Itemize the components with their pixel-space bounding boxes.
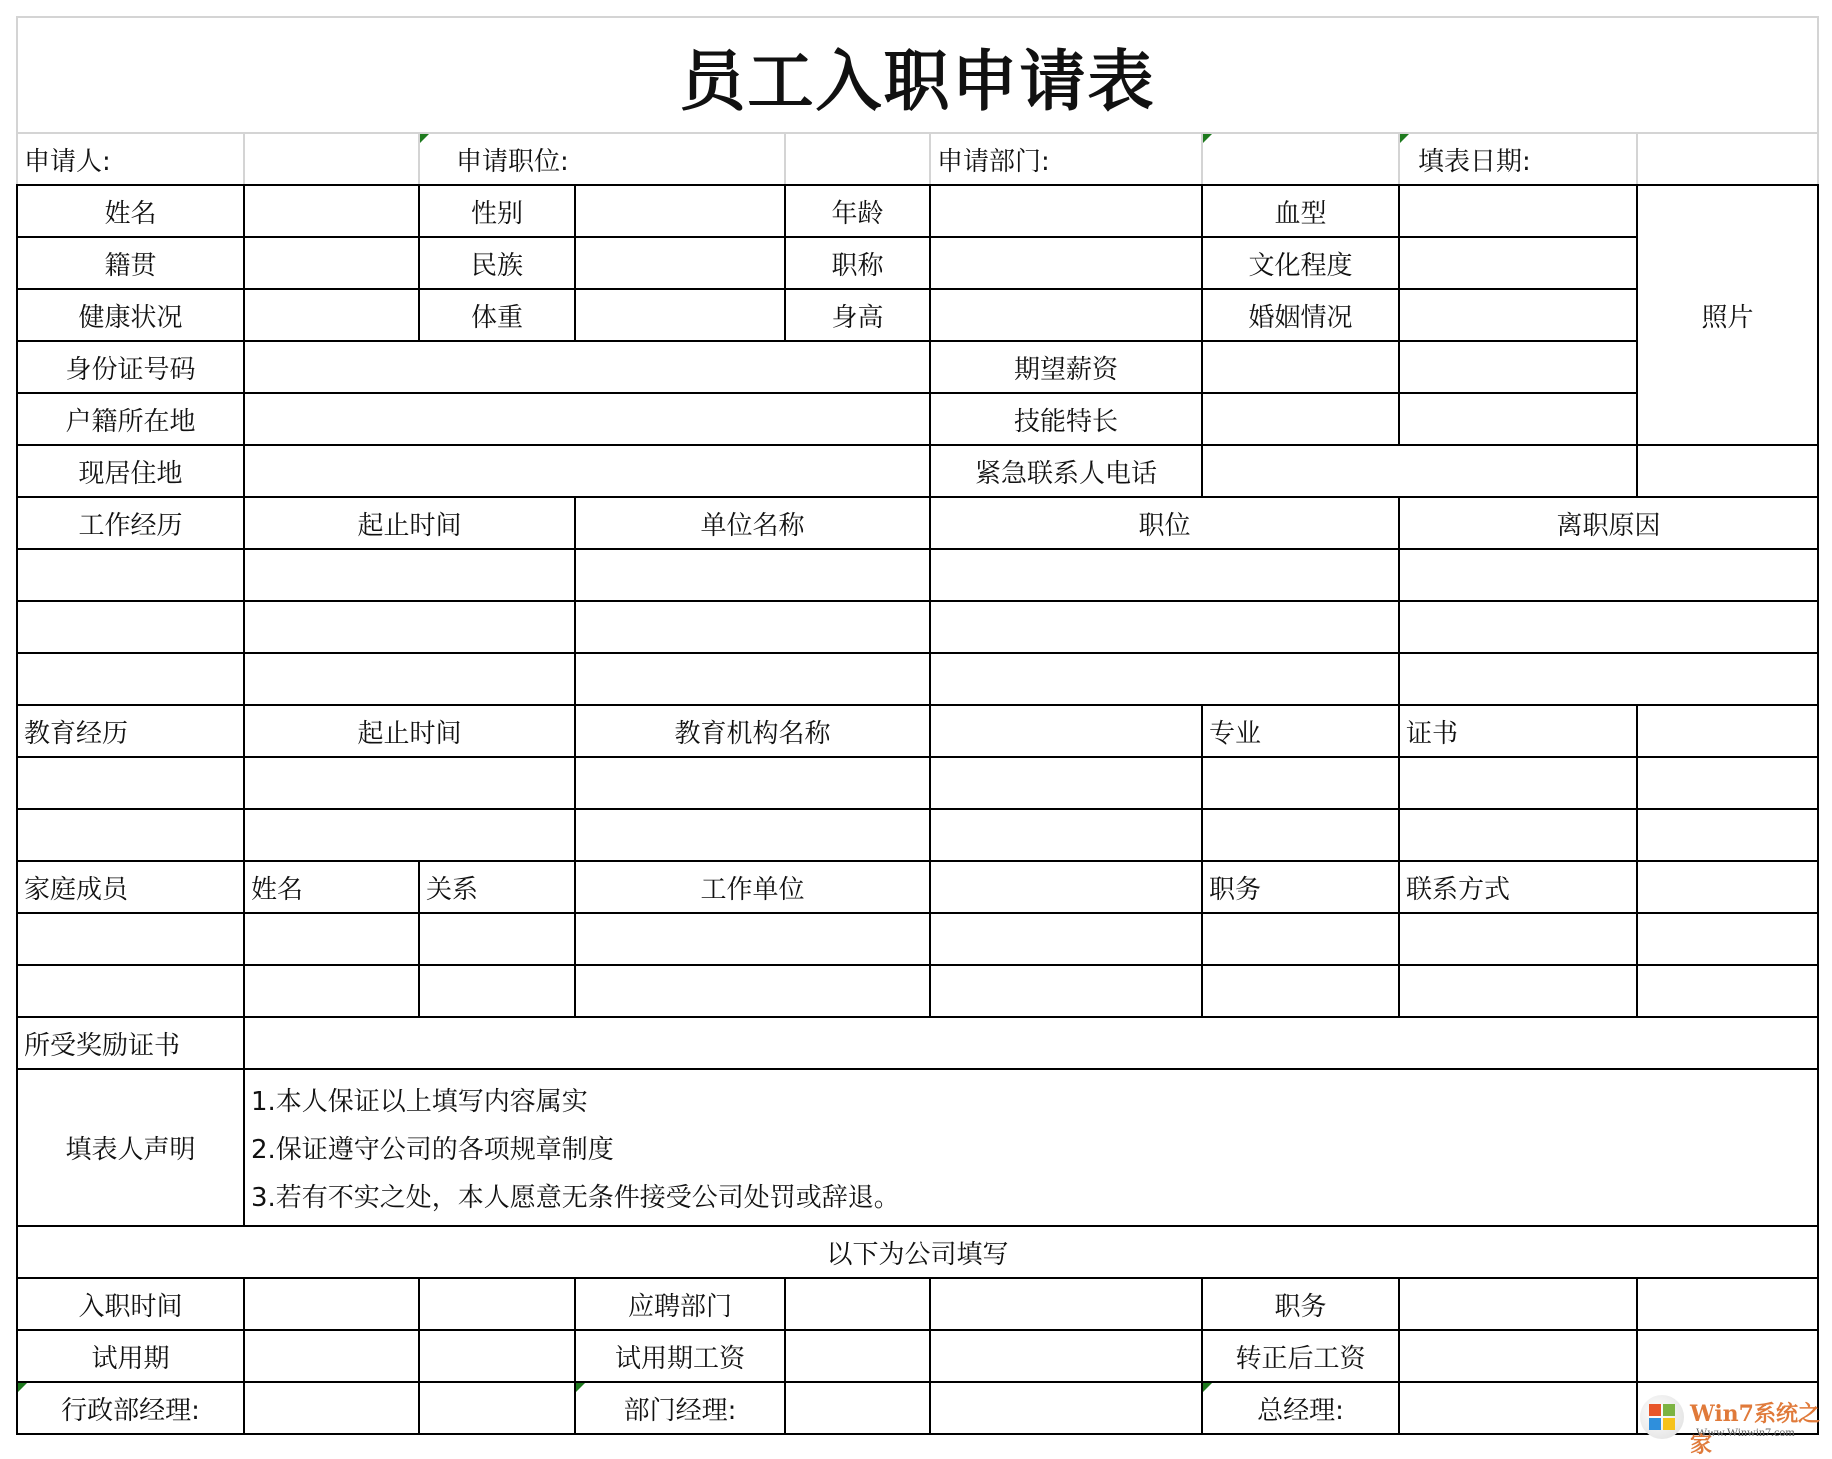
- probation-salary-label: 试用期工资: [574, 1329, 786, 1383]
- education-major-header: 专业: [1201, 704, 1400, 758]
- dept-manager-field-2[interactable]: [929, 1381, 1203, 1435]
- family-contact-header: 联系方式: [1398, 860, 1638, 914]
- title-rank-field[interactable]: [929, 236, 1203, 290]
- work-row-2-position[interactable]: [929, 600, 1400, 654]
- position-field[interactable]: [784, 132, 931, 186]
- family-row-1-contact[interactable]: [1398, 912, 1638, 966]
- ethnicity-field[interactable]: [574, 236, 786, 290]
- dept-manager-label: [574, 1381, 786, 1435]
- age-label: 年龄: [784, 184, 931, 238]
- family-row-2-extra[interactable]: [1636, 964, 1819, 1018]
- expected-salary-label: 期望薪资: [929, 340, 1203, 394]
- gender-label: 性别: [418, 184, 576, 238]
- family-row-1-duty[interactable]: [1201, 912, 1400, 966]
- education-blank-header: [929, 704, 1203, 758]
- work-row-1-company[interactable]: [574, 548, 931, 602]
- height-label: 身高: [784, 288, 931, 342]
- comment-marker-icon: [1400, 134, 1409, 143]
- admin-manager-label-text: 行政部经理:: [61, 1395, 200, 1426]
- admin-manager-field[interactable]: [243, 1381, 420, 1435]
- company-duty-label: 职务: [1201, 1277, 1400, 1331]
- family-row-2-workplace[interactable]: [574, 964, 931, 1018]
- skills-field[interactable]: [1201, 392, 1400, 446]
- current-address-field[interactable]: [243, 444, 931, 498]
- dept-manager-label-text: 部门经理:: [623, 1395, 737, 1426]
- emergency-extra-field[interactable]: [1636, 444, 1819, 498]
- family-row-1-cell[interactable]: [16, 912, 245, 966]
- family-row-1-name[interactable]: [243, 912, 420, 966]
- hire-date-field[interactable]: [243, 1277, 420, 1331]
- declaration-line-1: 1.本人保证以上填写内容属实: [251, 1087, 588, 1118]
- weight-label: 体重: [418, 288, 576, 342]
- work-row-3-company[interactable]: [574, 652, 931, 706]
- education-level-label: 文化程度: [1201, 236, 1400, 290]
- edu-row-1-blank[interactable]: [929, 756, 1203, 810]
- admin-manager-field-2[interactable]: [418, 1381, 576, 1435]
- probation-salary-field-2[interactable]: [929, 1329, 1203, 1383]
- applicant-field[interactable]: [243, 132, 420, 186]
- marital-field[interactable]: [1398, 288, 1638, 342]
- work-row-2-period[interactable]: [243, 600, 576, 654]
- expected-salary-field[interactable]: [1201, 340, 1400, 394]
- general-manager-label: [1201, 1381, 1400, 1435]
- edu-row-2-institution[interactable]: [574, 808, 931, 862]
- skills-label: 技能特长: [929, 392, 1203, 446]
- probation-salary-field[interactable]: [784, 1329, 931, 1383]
- household-location-field[interactable]: [243, 392, 931, 446]
- ethnicity-label: 民族: [418, 236, 576, 290]
- work-row-1-period[interactable]: [243, 548, 576, 602]
- marital-label: 婚姻情况: [1201, 288, 1400, 342]
- hire-department-label: 应聘部门: [574, 1277, 786, 1331]
- family-row-2-contact[interactable]: [1398, 964, 1638, 1018]
- edu-row-2-cell[interactable]: [16, 808, 245, 862]
- applicant-label: 申请人:: [16, 132, 245, 186]
- title-rank-label: 职称: [784, 236, 931, 290]
- watermark-brand: Win7系统之家: [1690, 1401, 1820, 1458]
- age-field[interactable]: [929, 184, 1203, 238]
- photo-cell[interactable]: 照片: [1636, 184, 1819, 446]
- department-field[interactable]: [1201, 132, 1400, 186]
- work-row-1-position[interactable]: [929, 548, 1400, 602]
- education-certificate-header: 证书: [1398, 704, 1638, 758]
- work-row-3-reason[interactable]: [1398, 652, 1819, 706]
- work-row-3-cell[interactable]: [16, 652, 245, 706]
- awards-field[interactable]: [243, 1016, 1819, 1070]
- position-label: [418, 132, 786, 186]
- edu-row-2-period[interactable]: [243, 808, 576, 862]
- education-history-label: 教育经历: [16, 704, 245, 758]
- native-place-field[interactable]: [243, 236, 420, 290]
- edu-row-2-major[interactable]: [1201, 808, 1400, 862]
- name-label: 姓名: [16, 184, 245, 238]
- fill-date-label-text: 填表日期:: [1418, 146, 1531, 177]
- family-name-header: 姓名: [243, 860, 420, 914]
- general-manager-field[interactable]: [1398, 1381, 1638, 1435]
- work-row-1-reason[interactable]: [1398, 548, 1819, 602]
- hire-date-label: 入职时间: [16, 1277, 245, 1331]
- work-leave-reason-header: 离职原因: [1398, 496, 1819, 550]
- skills-field-2[interactable]: [1398, 392, 1638, 446]
- department-label: 申请部门:: [929, 132, 1203, 186]
- edu-row-2-blank[interactable]: [929, 808, 1203, 862]
- company-duty-field[interactable]: [1398, 1277, 1638, 1331]
- height-field[interactable]: [929, 288, 1203, 342]
- native-place-label: 籍贯: [16, 236, 245, 290]
- position-label-text: 申请职位:: [456, 146, 569, 177]
- work-row-3-period[interactable]: [243, 652, 576, 706]
- work-history-label: 工作经历: [16, 496, 245, 550]
- family-row-2-name[interactable]: [243, 964, 420, 1018]
- current-address-label: 现居住地: [16, 444, 245, 498]
- dept-manager-field[interactable]: [784, 1381, 931, 1435]
- edu-row-2-extra[interactable]: [1636, 808, 1819, 862]
- declaration-label: 填表人声明: [16, 1068, 245, 1227]
- family-duty-header: 职务: [1201, 860, 1400, 914]
- comment-marker-icon: [576, 1383, 585, 1392]
- hire-date-field-2[interactable]: [418, 1277, 576, 1331]
- id-number-field[interactable]: [243, 340, 931, 394]
- family-row-2-blank[interactable]: [929, 964, 1203, 1018]
- windows-logo-icon: [1640, 1395, 1684, 1439]
- family-row-2-cell[interactable]: [16, 964, 245, 1018]
- health-field[interactable]: [243, 288, 420, 342]
- fill-date-label: [1398, 132, 1638, 186]
- watermark-url: Www.Winwin7.com: [1696, 1425, 1795, 1439]
- probation-label: 试用期: [16, 1329, 245, 1383]
- family-workplace-header: 工作单位: [574, 860, 931, 914]
- work-row-2-company[interactable]: [574, 600, 931, 654]
- hire-department-field-2[interactable]: [929, 1277, 1203, 1331]
- company-duty-field-2[interactable]: [1636, 1277, 1819, 1331]
- comment-marker-icon: [1203, 1383, 1212, 1392]
- family-row-1-relation[interactable]: [418, 912, 576, 966]
- comment-marker-icon: [420, 134, 429, 143]
- edu-row-1-certificate[interactable]: [1398, 756, 1638, 810]
- family-row-2-duty[interactable]: [1201, 964, 1400, 1018]
- declaration-line-3: 3.若有不实之处，本人愿意无条件接受公司处罚或辞退。: [251, 1182, 900, 1213]
- regular-salary-label: 转正后工资: [1201, 1329, 1400, 1383]
- edu-row-1-extra[interactable]: [1636, 756, 1819, 810]
- family-row-1-extra[interactable]: [1636, 912, 1819, 966]
- general-manager-label-text: 总经理:: [1257, 1395, 1344, 1426]
- regular-salary-field[interactable]: [1398, 1329, 1638, 1383]
- probation-field-2[interactable]: [418, 1329, 576, 1383]
- family-row-2-relation[interactable]: [418, 964, 576, 1018]
- declaration-line-2: 2.保证遵守公司的各项规章制度: [251, 1134, 614, 1165]
- awards-label: 所受奖励证书: [16, 1016, 245, 1070]
- work-row-2-reason[interactable]: [1398, 600, 1819, 654]
- comment-marker-icon: [1203, 134, 1212, 143]
- regular-salary-field-2[interactable]: [1636, 1329, 1819, 1383]
- admin-manager-label: [16, 1381, 245, 1435]
- work-row-1-cell[interactable]: [16, 548, 245, 602]
- weight-field[interactable]: [574, 288, 786, 342]
- edu-row-1-period[interactable]: [243, 756, 576, 810]
- id-number-label: 身份证号码: [16, 340, 245, 394]
- emergency-phone-field[interactable]: [1201, 444, 1638, 498]
- family-relation-header: 关系: [418, 860, 576, 914]
- fill-date-field[interactable]: [1636, 132, 1819, 186]
- edu-row-1-major[interactable]: [1201, 756, 1400, 810]
- edu-row-1-cell[interactable]: [16, 756, 245, 810]
- blood-type-field[interactable]: [1398, 184, 1638, 238]
- blood-type-label: 血型: [1201, 184, 1400, 238]
- work-period-header: 起止时间: [243, 496, 576, 550]
- family-blank-header: [929, 860, 1203, 914]
- health-label: 健康状况: [16, 288, 245, 342]
- education-institution-header: 教育机构名称: [574, 704, 931, 758]
- work-row-3-position[interactable]: [929, 652, 1400, 706]
- edu-row-2-certificate[interactable]: [1398, 808, 1638, 862]
- watermark: [1640, 1395, 1830, 1458]
- family-row-1-blank[interactable]: [929, 912, 1203, 966]
- family-members-label: 家庭成员: [16, 860, 245, 914]
- education-period-header: 起止时间: [243, 704, 576, 758]
- work-company-header: 单位名称: [574, 496, 931, 550]
- family-extra-header: [1636, 860, 1819, 914]
- company-section-header: 以下为公司填写: [16, 1225, 1819, 1279]
- comment-marker-icon: [18, 1383, 27, 1392]
- hire-department-field[interactable]: [784, 1277, 931, 1331]
- work-row-2-cell[interactable]: [16, 600, 245, 654]
- work-position-header: 职位: [929, 496, 1400, 550]
- household-location-label: 户籍所在地: [16, 392, 245, 446]
- edu-row-1-institution[interactable]: [574, 756, 931, 810]
- probation-field[interactable]: [243, 1329, 420, 1383]
- family-row-1-workplace[interactable]: [574, 912, 931, 966]
- expected-salary-field-2[interactable]: [1398, 340, 1638, 394]
- emergency-phone-label: 紧急联系人电话: [929, 444, 1203, 498]
- form-title: 员工入职申请表: [16, 16, 1819, 134]
- declaration-text: [243, 1068, 1819, 1227]
- name-field[interactable]: [243, 184, 420, 238]
- education-level-field[interactable]: [1398, 236, 1638, 290]
- education-extra-header: [1636, 704, 1819, 758]
- gender-field[interactable]: [574, 184, 786, 238]
